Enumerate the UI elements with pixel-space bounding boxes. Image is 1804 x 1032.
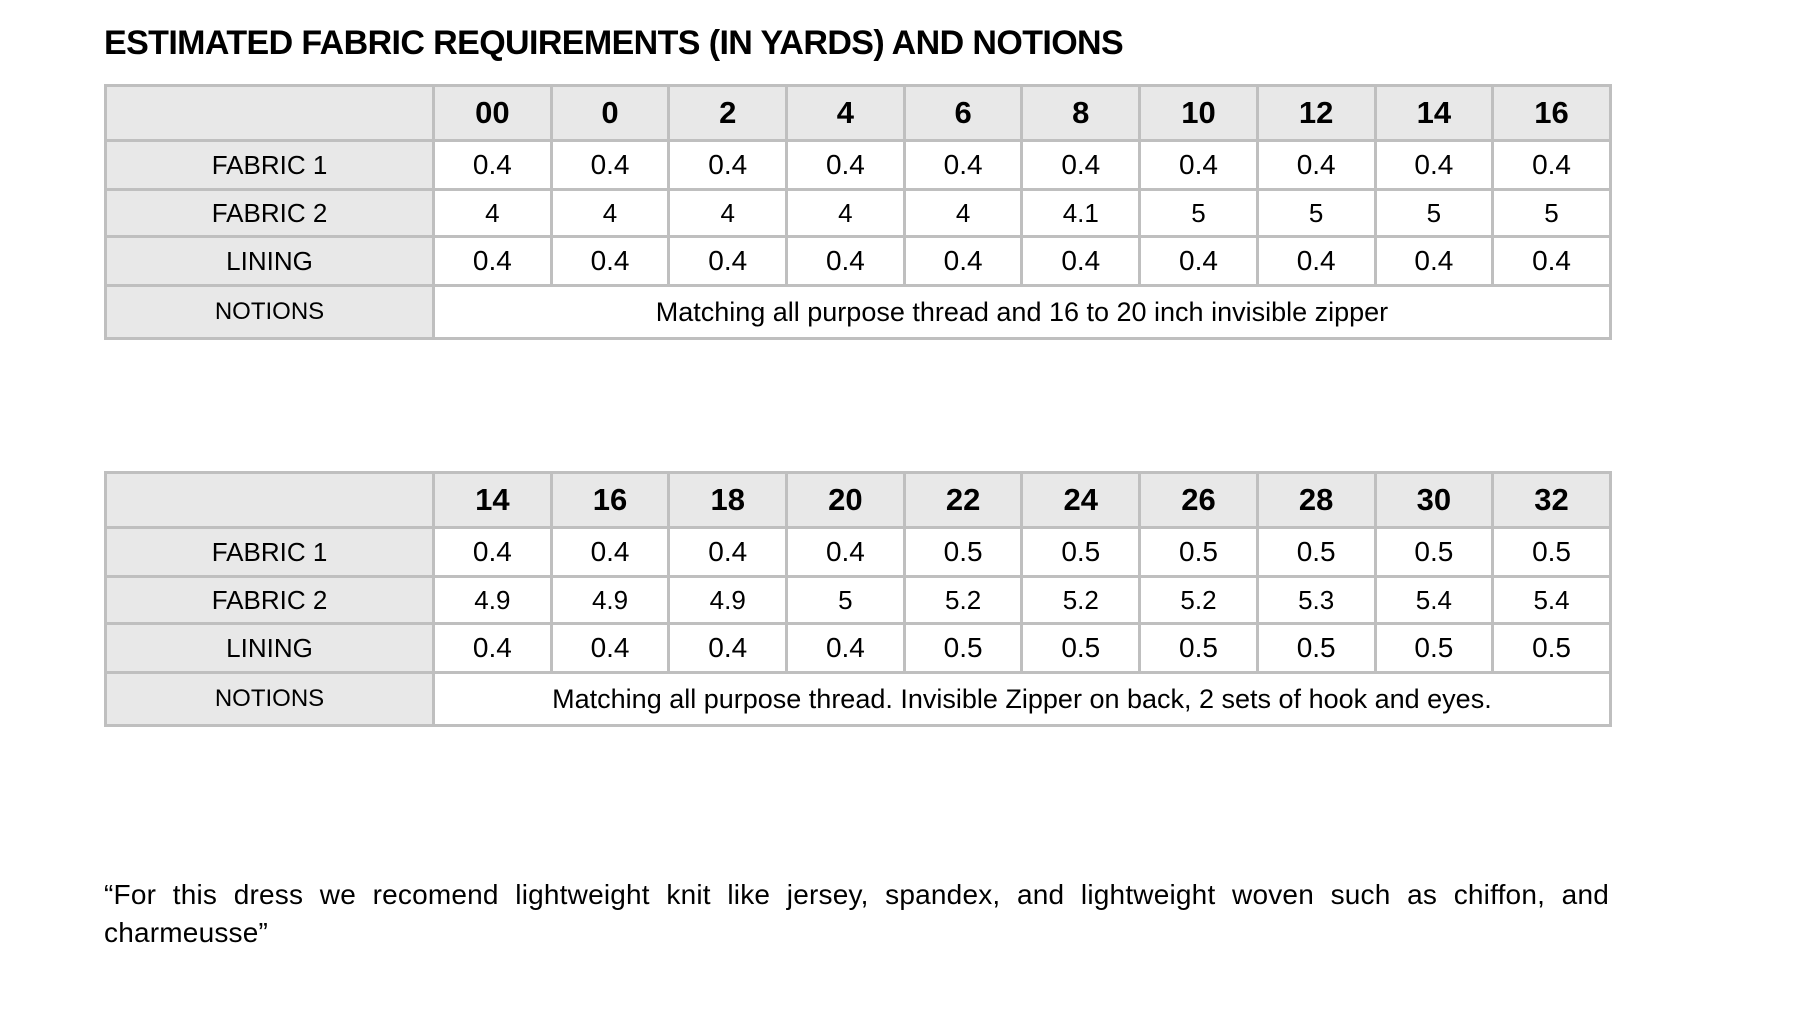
yardage-cell: 0.4 [1140,141,1258,190]
yardage-cell: 5 [1257,190,1375,237]
fabric-requirements-table-1 [104,84,1612,340]
yardage-cell: 0.4 [904,141,1022,190]
yardage-cell: 0.4 [434,528,552,577]
size-header: 0 [551,86,669,141]
yardage-cell: 5.3 [1257,577,1375,624]
size-header: 24 [1022,473,1140,528]
lining-row [106,624,1611,673]
yardage-cell: 4.9 [669,577,787,624]
size-header: 4 [787,86,905,141]
size-header: 2 [669,86,787,141]
row-label: LINING [106,624,434,673]
yardage-cell: 0.4 [669,528,787,577]
row-label: NOTIONS [106,286,434,339]
yardage-cell: 0.4 [551,528,669,577]
size-header: 16 [1493,86,1611,141]
row-label: LINING [106,237,434,286]
yardage-cell: 4 [434,190,552,237]
yardage-cell: 0.5 [1375,624,1493,673]
lining-row [106,237,1611,286]
fabric-2-row [106,190,1611,237]
size-header-row [106,473,1611,528]
yardage-cell: 0.5 [1140,528,1258,577]
yardage-cell: 0.4 [787,528,905,577]
yardage-cell: 0.4 [1493,237,1611,286]
yardage-cell: 0.5 [1022,624,1140,673]
size-header: 14 [1375,86,1493,141]
yardage-cell: 0.4 [1022,141,1140,190]
yardage-cell: 0.5 [1257,528,1375,577]
yardage-cell: 0.5 [1493,528,1611,577]
yardage-cell: 5 [787,577,905,624]
yardage-cell: 0.5 [904,624,1022,673]
size-header: 18 [669,473,787,528]
yardage-cell: 5.2 [1140,577,1258,624]
yardage-cell: 0.4 [551,624,669,673]
size-header: 8 [1022,86,1140,141]
size-header: 20 [787,473,905,528]
fabric-2-row [106,577,1611,624]
notions-text: Matching all purpose thread and 16 to 20 inch invisible zipper [434,286,1611,339]
size-header: 12 [1257,86,1375,141]
yardage-cell: 0.4 [1257,141,1375,190]
yardage-cell: 0.5 [1493,624,1611,673]
yardage-cell: 5.2 [904,577,1022,624]
row-label: FABRIC 1 [106,528,434,577]
yardage-cell: 4.1 [1022,190,1140,237]
yardage-cell: 0.5 [904,528,1022,577]
yardage-cell: 5 [1493,190,1611,237]
yardage-cell: 0.4 [787,624,905,673]
fabric-requirements-table-2 [104,471,1612,727]
size-header: 26 [1140,473,1258,528]
yardage-cell: 0.4 [434,141,552,190]
yardage-cell: 5 [1140,190,1258,237]
size-header: 28 [1257,473,1375,528]
yardage-cell: 0.5 [1375,528,1493,577]
yardage-cell: 0.5 [1022,528,1140,577]
yardage-cell: 4 [669,190,787,237]
fabric-1-row [106,528,1611,577]
yardage-cell: 0.4 [1493,141,1611,190]
size-header: 32 [1493,473,1611,528]
yardage-cell: 0.4 [1022,237,1140,286]
yardage-cell: 0.4 [1140,237,1258,286]
yardage-cell: 4 [551,190,669,237]
yardage-cell: 4.9 [434,577,552,624]
fabric-recommendation-note: “For this dress we recomend lightweight knit like jersey, spandex, and lightweight woven such as chiffon, and charmeusse” [104,879,1609,948]
page-title: ESTIMATED FABRIC REQUIREMENTS (IN YARDS) AND NOTIONS [104,24,1124,62]
yardage-cell: 0.4 [1375,237,1493,286]
yardage-cell: 5.4 [1493,577,1611,624]
yardage-cell: 0.4 [1375,141,1493,190]
notions-row [106,286,1611,339]
size-header: 14 [434,473,552,528]
yardage-cell: 0.4 [1257,237,1375,286]
yardage-cell: 0.4 [669,624,787,673]
yardage-cell: 0.5 [1140,624,1258,673]
notions-row [106,673,1611,726]
size-header: 00 [434,86,552,141]
size-header: 22 [904,473,1022,528]
row-label: FABRIC 2 [106,190,434,237]
row-label: NOTIONS [106,673,434,726]
row-label: FABRIC 2 [106,577,434,624]
yardage-cell: 0.4 [787,237,905,286]
corner-cell [106,86,434,141]
yardage-cell: 0.4 [669,141,787,190]
yardage-cell: 5.2 [1022,577,1140,624]
yardage-cell: 4 [787,190,905,237]
corner-cell [106,473,434,528]
yardage-cell: 0.4 [551,141,669,190]
size-header: 30 [1375,473,1493,528]
yardage-cell: 4.9 [551,577,669,624]
yardage-cell: 0.4 [904,237,1022,286]
yardage-cell: 0.4 [434,237,552,286]
fabric-1-row [106,141,1611,190]
yardage-cell: 0.4 [787,141,905,190]
yardage-cell: 5 [1375,190,1493,237]
size-header: 16 [551,473,669,528]
yardage-cell: 0.4 [434,624,552,673]
yardage-cell: 4 [904,190,1022,237]
size-header: 6 [904,86,1022,141]
yardage-cell: 5.4 [1375,577,1493,624]
size-header: 10 [1140,86,1258,141]
size-header-row [106,86,1611,141]
yardage-cell: 0.5 [1257,624,1375,673]
yardage-cell: 0.4 [551,237,669,286]
row-label: FABRIC 1 [106,141,434,190]
yardage-cell: 0.4 [669,237,787,286]
notions-text: Matching all purpose thread. Invisible Zipper on back, 2 sets of hook and eyes. [434,673,1611,726]
